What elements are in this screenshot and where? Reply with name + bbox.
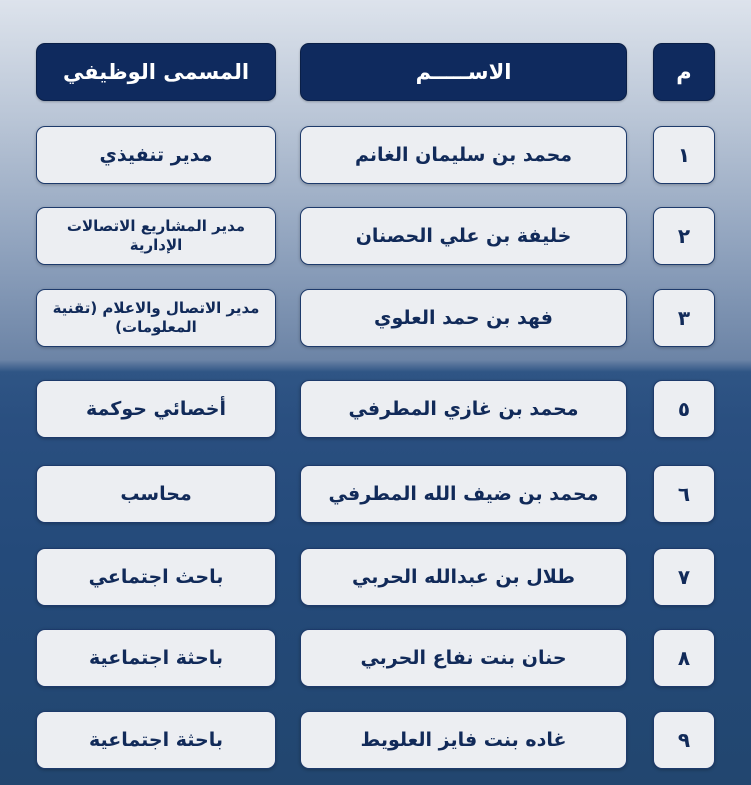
table-row: [36, 629, 715, 689]
number-cell: ٧: [653, 548, 715, 606]
job-title-cell: مدير الاتصال والاعلام (تقنية المعلومات): [36, 289, 276, 347]
table-row: [36, 289, 715, 349]
number-cell: ٦: [653, 465, 715, 523]
table-row: [36, 548, 715, 608]
job-title-cell: باحثة اجتماعية: [36, 629, 276, 687]
header-number: م: [653, 43, 715, 101]
header-job-title: المسمى الوظيفي: [36, 43, 276, 101]
name-cell: محمد بن غازي المطرفي: [300, 380, 627, 438]
staff-table: [36, 43, 715, 773]
number-cell: ١: [653, 126, 715, 184]
name-cell: حنان بنت نفاع الحربي: [300, 629, 627, 687]
job-title-cell: باحثة اجتماعية: [36, 711, 276, 769]
table-row: [36, 207, 715, 267]
number-cell: ٩: [653, 711, 715, 769]
name-cell: غاده بنت فايز العلويط: [300, 711, 627, 769]
name-cell: فهد بن حمد العلوي: [300, 289, 627, 347]
name-cell: محمد بن سليمان الغانم: [300, 126, 627, 184]
job-title-cell: محاسب: [36, 465, 276, 523]
number-cell: ٢: [653, 207, 715, 265]
name-cell: طلال بن عبدالله الحربي: [300, 548, 627, 606]
job-title-cell: أخصائي حوكمة: [36, 380, 276, 438]
job-title-cell: باحث اجتماعي: [36, 548, 276, 606]
number-cell: ٥: [653, 380, 715, 438]
table-row: [36, 380, 715, 440]
job-title-cell: مدير المشاريع الاتصالات الإدارية: [36, 207, 276, 265]
table-header: [36, 43, 715, 103]
name-cell: خليفة بن علي الحصنان: [300, 207, 627, 265]
table-row: [36, 711, 715, 771]
number-cell: ٨: [653, 629, 715, 687]
job-title-cell: مدير تنفيذي: [36, 126, 276, 184]
name-cell: محمد بن ضيف الله المطرفي: [300, 465, 627, 523]
table-row: [36, 465, 715, 525]
table-row: [36, 126, 715, 186]
header-name: الاســـــم: [300, 43, 627, 101]
number-cell: ٣: [653, 289, 715, 347]
